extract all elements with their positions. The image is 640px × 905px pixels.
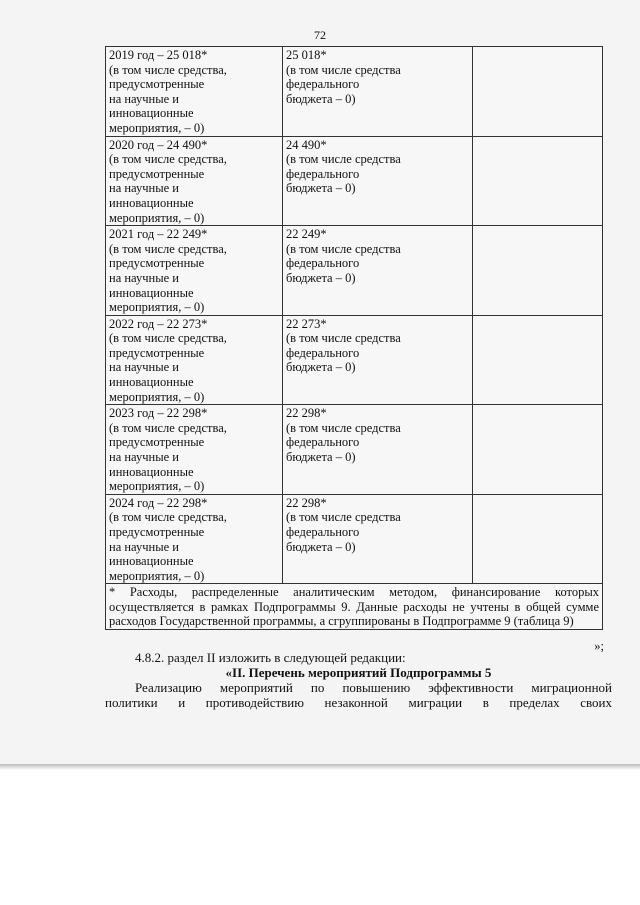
year-total-cell [106, 226, 283, 316]
cell-line: бюджета – 0) [286, 539, 356, 554]
paragraph-line-2: политики и противодействию незаконной миграции в пределах своих [105, 695, 612, 710]
paragraph-line-1: Реализацию мероприятий по повышению эффективности миграционной [135, 680, 612, 695]
cell-line: (в том числе средства, [109, 331, 227, 346]
cell-line: 2022 год – 22 273* [109, 316, 208, 331]
cell-line: на научные и [109, 91, 179, 106]
cell-line: (в том числе средства, [109, 241, 227, 256]
empty-cell [473, 494, 603, 584]
cell-line: предусмотренные [109, 525, 205, 539]
cell-line: предусмотренные [109, 166, 205, 181]
cell-line: 22 249* [286, 227, 327, 242]
table-row [106, 315, 603, 405]
cell-line: мероприятия, – 0) [109, 300, 205, 315]
cell-line: мероприятия, – 0) [109, 568, 205, 583]
year-total-cell [106, 136, 283, 226]
cell-line: федерального [286, 77, 360, 92]
federal-budget-cell [283, 47, 473, 137]
cell-line: мероприятия, – 0) [109, 479, 205, 494]
cell-line: 22 298* [286, 406, 327, 421]
federal-budget-cell [283, 494, 473, 584]
federal-budget-cell [283, 315, 473, 405]
cell-line: мероприятия, – 0) [109, 389, 205, 404]
scan-edge-shadow [0, 764, 640, 770]
cell-line: инновационные [109, 375, 194, 390]
cell-line: инновационные [109, 464, 194, 479]
financing-table [105, 46, 603, 630]
table-row [106, 136, 603, 226]
table-row [106, 226, 603, 316]
cell-line: бюджета – 0) [286, 91, 356, 106]
year-total-cell [106, 405, 283, 495]
year-total-cell [106, 47, 283, 137]
empty-cell [473, 47, 603, 137]
cell-line: (в том числе средства, [109, 420, 227, 435]
cell-line: (в том числе средства [286, 241, 401, 256]
cell-line: (в том числе средства, [109, 62, 227, 77]
cell-line: бюджета – 0) [286, 270, 356, 285]
year-total-cell [106, 315, 283, 405]
cell-line: на научные и [109, 270, 179, 285]
cell-line: 2020 год – 24 490* [109, 137, 208, 152]
cell-line: инновационные [109, 106, 194, 121]
federal-budget-cell [283, 405, 473, 495]
cell-line: федерального [286, 345, 360, 360]
page-number: 72 [314, 28, 326, 42]
cell-line: инновационные [109, 195, 194, 210]
cell-line: на научные и [109, 539, 179, 554]
cell-line: предусмотренные [109, 256, 205, 271]
cell-line: 2024 год – 22 298* [109, 495, 208, 510]
empty-cell [473, 315, 603, 405]
footnote-row [106, 584, 603, 629]
cell-line: мероприятия, – 0) [109, 120, 205, 135]
cell-line: 24 490* [286, 137, 327, 152]
cell-line: 2019 год – 25 018* [109, 48, 208, 62]
cell-line: бюджета – 0) [286, 450, 356, 465]
cell-line: (в том числе средства [286, 420, 401, 435]
year-total-cell [106, 494, 283, 584]
section-heading: «II. Перечень мероприятий Подпрограммы 5 [225, 665, 492, 680]
cell-line: на научные и [109, 181, 179, 196]
cell-line: федерального [286, 435, 360, 450]
table-row [106, 405, 603, 495]
cell-line: предусмотренные [109, 435, 205, 450]
cell-line: 22 298* [286, 495, 327, 510]
federal-budget-cell [283, 226, 473, 316]
closing-quote: »; [594, 639, 604, 653]
cell-line: (в том числе средства [286, 152, 401, 167]
federal-budget-cell [283, 136, 473, 226]
cell-line: мероприятия, – 0) [109, 210, 205, 225]
cell-line: (в том числе средства [286, 331, 401, 346]
cell-line: 25 018* [286, 48, 327, 62]
cell-line: федерального [286, 256, 360, 271]
table-row [106, 494, 603, 584]
empty-cell [473, 226, 603, 316]
cell-line: предусмотренные [109, 345, 205, 360]
cell-line: 22 273* [286, 316, 327, 331]
cell-line: 2021 год – 22 249* [109, 227, 208, 242]
cell-line: на научные и [109, 450, 179, 465]
cell-line: бюджета – 0) [286, 360, 356, 375]
cell-line: бюджета – 0) [286, 181, 356, 196]
empty-cell [473, 405, 603, 495]
footnote-text: * Расходы, распределенные аналитическим методом, финансирование которых осуществляется в рамках Подпрограммы 9. Данные расходы не учтены в общей сумме расходов Государственной программы, а сгруппированы в Подпрограмме 9 (таблица 9) [106, 584, 603, 629]
cell-line: федерального [286, 525, 360, 539]
cell-line: предусмотренные [109, 77, 205, 92]
cell-line: (в том числе средства, [109, 510, 227, 525]
cell-line: инновационные [109, 554, 194, 569]
instruction-paragraph: 4.8.2. раздел II изложить в следующей редакции: [135, 650, 406, 665]
cell-line: (в том числе средства [286, 510, 401, 525]
cell-line: 2023 год – 22 298* [109, 406, 208, 421]
cell-line: (в том числе средства [286, 62, 401, 77]
cell-line: федерального [286, 166, 360, 181]
cell-line: (в том числе средства, [109, 152, 227, 167]
cell-line: инновационные [109, 285, 194, 300]
table-row [106, 47, 603, 137]
cell-line: на научные и [109, 360, 179, 375]
empty-cell [473, 136, 603, 226]
financing-table-body [106, 47, 603, 584]
